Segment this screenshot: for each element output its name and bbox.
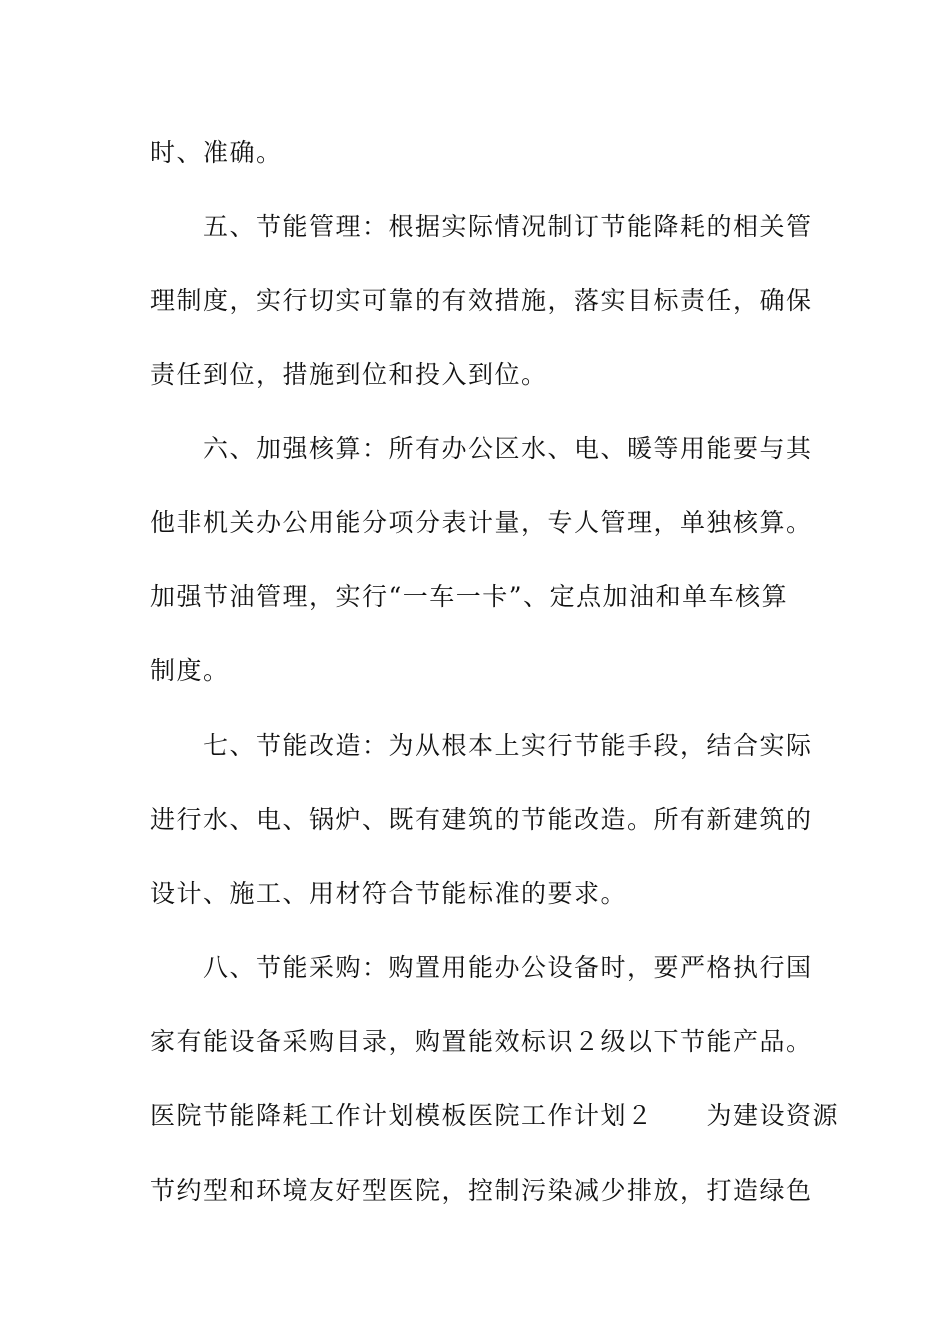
paragraph-five-heading-line: 五、节能管理：根据实际情况制订节能降耗的相关管 <box>203 212 813 241</box>
paragraph-seven-heading-line: 七、节能改造：为从根本上实行节能手段，结合实际 <box>203 731 813 760</box>
paragraph-eight-heading-line: 八、节能采购：购置用能办公设备时，要严格执行国 <box>203 953 813 982</box>
paragraph-six-heading-line: 六、加强核算：所有办公区水、电、暖等用能要与其 <box>203 434 813 463</box>
text-line: 加强节油管理，实行“一车一卡”、定点加油和单车核算 <box>150 582 789 611</box>
text-line: 责任到位，措施到位和投入到位。 <box>150 360 548 389</box>
section-title-line: 医院节能降耗工作计划模板医院工作计划２ 为建设资源 <box>150 1101 840 1130</box>
text-line: 时、准确。 <box>150 138 283 167</box>
text-line: 进行水、电、锅炉、既有建筑的节能改造。所有新建筑的 <box>150 805 813 834</box>
text-line: 家有能设备采购目录，购置能效标识２级以下节能产品。 <box>150 1027 813 1056</box>
text-line: 他非机关办公用能分项分表计量，专人管理，单独核算。 <box>150 508 813 537</box>
text-line: 设计、施工、用材符合节能标准的要求。 <box>150 879 628 908</box>
text-line: 制度。 <box>150 656 230 685</box>
text-line: 理制度，实行切实可靠的有效措施，落实目标责任，确保 <box>150 286 813 315</box>
text-line: 节约型和环境友好型医院，控制污染减少排放，打造绿色 <box>150 1176 813 1205</box>
